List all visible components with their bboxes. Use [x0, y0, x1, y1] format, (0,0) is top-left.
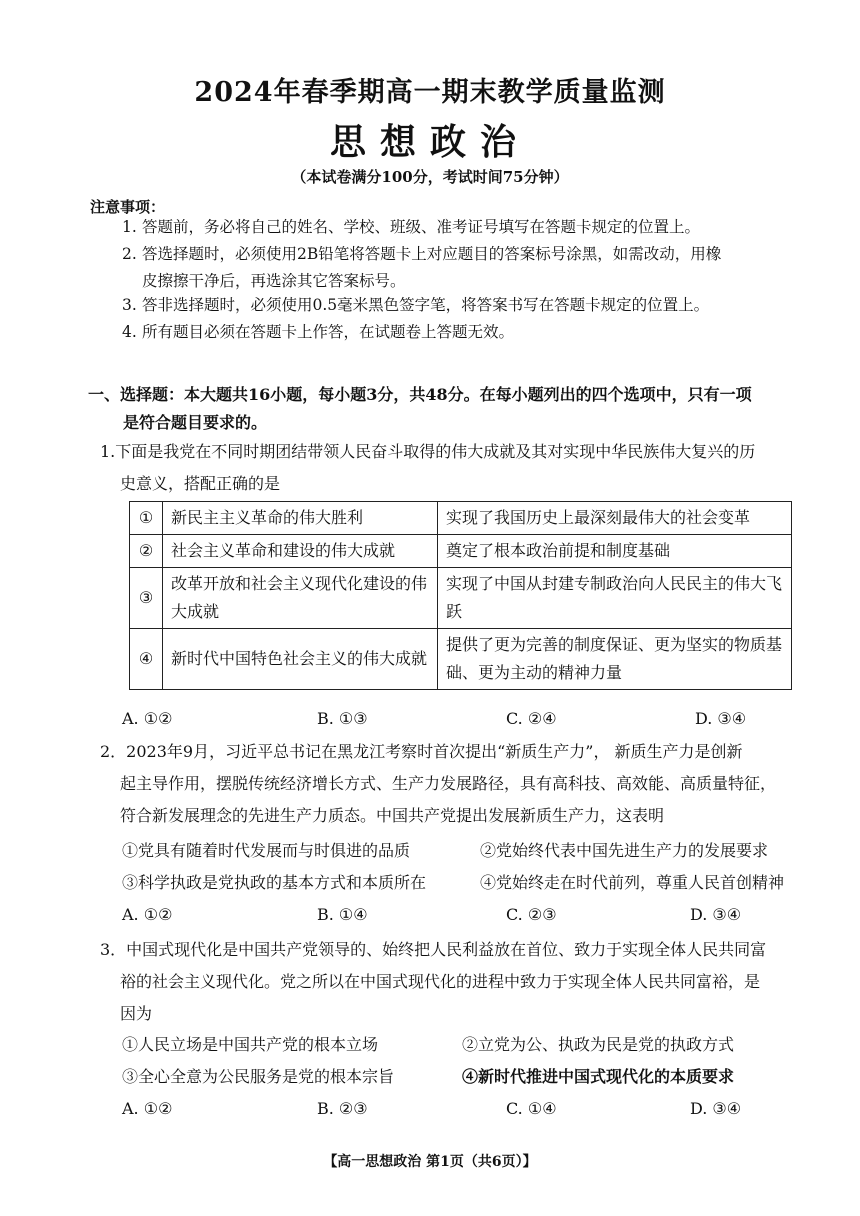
table-cell-achievement: 改革开放和社会主义现代化建设的伟大成就: [163, 568, 438, 629]
question-2-options: [122, 900, 812, 930]
table-row: [130, 535, 792, 568]
question-2-line3: 符合新发展理念的先进生产力质态。中国共产党提出发展新质生产力，这表明: [120, 806, 665, 825]
question-2-line1: 2．2023年9月，习近平总书记在黑龙江考察时首次提出“新质生产力”， 新质生产力是创新: [100, 742, 743, 761]
option-d[interactable]: D. ③④: [695, 709, 747, 728]
question-3-statement-1: ①人民立场是中国共产党的根本立场: [122, 1035, 379, 1054]
table-cell-significance: 奠定了根本政治前提和制度基础: [438, 535, 792, 568]
section-heading-line2: 是符合题目要求的。: [123, 413, 268, 432]
table-row: [130, 502, 792, 535]
option-a[interactable]: A. ①②: [122, 905, 173, 924]
option-c[interactable]: C. ②③: [506, 905, 557, 924]
note-number: 1.: [122, 218, 137, 236]
question-3-line2: 裕的社会主义现代化。党之所以在中国式现代化的进程中致力于实现全体人民共同富裕，是: [120, 972, 761, 991]
table-cell-significance: 实现了中国从封建专制政治向人民民主的伟大飞跃: [438, 568, 792, 629]
question-3-statement-4: ④新时代推进中国式现代化的本质要求: [462, 1067, 735, 1086]
note-text: 答非选择题时，必须使用0.5毫米黑色签字笔，将答案书写在答题卡规定的位置上。: [142, 296, 710, 314]
note-item-4: [122, 319, 812, 346]
table-cell-significance: 提供了更为完善的制度保证、更为坚实的物质基础、更为主动的精神力量: [438, 629, 792, 690]
note-item-1: [122, 214, 812, 241]
question-1-line2: 史意义，搭配正确的是: [120, 474, 281, 493]
note-number: 2.: [122, 245, 137, 263]
section-heading: [88, 381, 818, 437]
page-footer: 【高一思想政治 第1页（共6页）】: [323, 1154, 537, 1170]
table-row: [130, 568, 792, 629]
table-cell-index: ①: [130, 502, 163, 535]
question-2-statement-4: ④党始终走在时代前列，尊重人民首创精神: [480, 873, 785, 892]
table-cell-index: ③: [130, 568, 163, 629]
question-2: [100, 736, 820, 832]
note-text-cont: 皮擦擦干净后，再选涂其它答案标号。: [142, 272, 406, 290]
note-text: 所有题目必须在答题卡上作答，在试题卷上答题无效。: [142, 323, 515, 341]
question-2-line2: 起主导作用，摆脱传统经济增长方式、生产力发展路径，具有高科技、高效能、高质量特征，: [120, 774, 777, 793]
option-a[interactable]: A. ①②: [122, 709, 173, 728]
option-c[interactable]: C. ①④: [506, 1099, 557, 1118]
option-d[interactable]: D. ③④: [690, 1099, 742, 1118]
subject-title: 思想政治: [329, 121, 530, 163]
note-item-2: [122, 241, 812, 295]
exam-info: （本试卷满分100分，考试时间75分钟）: [291, 168, 569, 186]
table-cell-achievement: 社会主义革命和建设的伟大成就: [163, 535, 438, 568]
option-a[interactable]: A. ①②: [122, 1099, 173, 1118]
exam-title: 2024年春季期高一期末教学质量监测: [194, 77, 666, 108]
question-3: [100, 934, 820, 1030]
question-3-statement-3: ③全心全意为公民服务是党的根本宗旨: [122, 1067, 395, 1086]
option-d[interactable]: D. ③④: [690, 905, 742, 924]
note-number: 4.: [122, 323, 137, 341]
question-2-statement-2: ②党始终代表中国先进生产力的发展要求: [480, 841, 769, 860]
table-cell-index: ②: [130, 535, 163, 568]
question-1: [100, 436, 820, 500]
table-cell-achievement: 新时代中国特色社会主义的伟大成就: [163, 629, 438, 690]
question-3-options: [122, 1094, 812, 1124]
question-2-statement-1: ①党具有随着时代发展而与时俱进的品质: [122, 841, 411, 860]
question-2-statement-3: ③科学执政是党执政的基本方式和本质所在: [122, 873, 427, 892]
note-text: 答选择题时，必须使用2B铅笔将答题卡上对应题目的答案标号涂黑，如需改动，用橡: [142, 245, 722, 263]
question-1-table: [129, 501, 792, 690]
table-cell-significance: 实现了我国历史上最深刻最伟大的社会变革: [438, 502, 792, 535]
option-c[interactable]: C. ②④: [506, 709, 557, 728]
option-b[interactable]: B. ①③: [317, 709, 368, 728]
section-heading-line1: 一、选择题：本大题共16小题，每小题3分，共48分。在每小题列出的四个选项中，只有一项: [88, 385, 752, 404]
question-3-line1: 3．中国式现代化是中国共产党领导的、始终把人民利益放在首位、致力于实现全体人民共同富: [100, 940, 767, 959]
note-text: 答题前，务必将自己的姓名、学校、班级、准考证号填写在答题卡规定的位置上。: [142, 218, 701, 236]
notes-heading: 注意事项：: [90, 198, 166, 216]
option-b[interactable]: B. ②③: [317, 1099, 368, 1118]
note-number: 3.: [122, 296, 137, 314]
table-cell-index: ④: [130, 629, 163, 690]
question-3-line3: 因为: [120, 1004, 153, 1023]
table-cell-achievement: 新民主主义革命的伟大胜利: [163, 502, 438, 535]
question-1-options: [122, 704, 812, 734]
note-item-3: [122, 292, 812, 319]
question-3-statement-2: ②立党为公、执政为民是党的执政方式: [462, 1035, 735, 1054]
option-b[interactable]: B. ①④: [317, 905, 368, 924]
question-1-line1: 1.下面是我党在不同时期团结带领人民奋斗取得的伟大成就及其对实现中华民族伟大复兴的历: [100, 442, 756, 461]
table-row: [130, 629, 792, 690]
